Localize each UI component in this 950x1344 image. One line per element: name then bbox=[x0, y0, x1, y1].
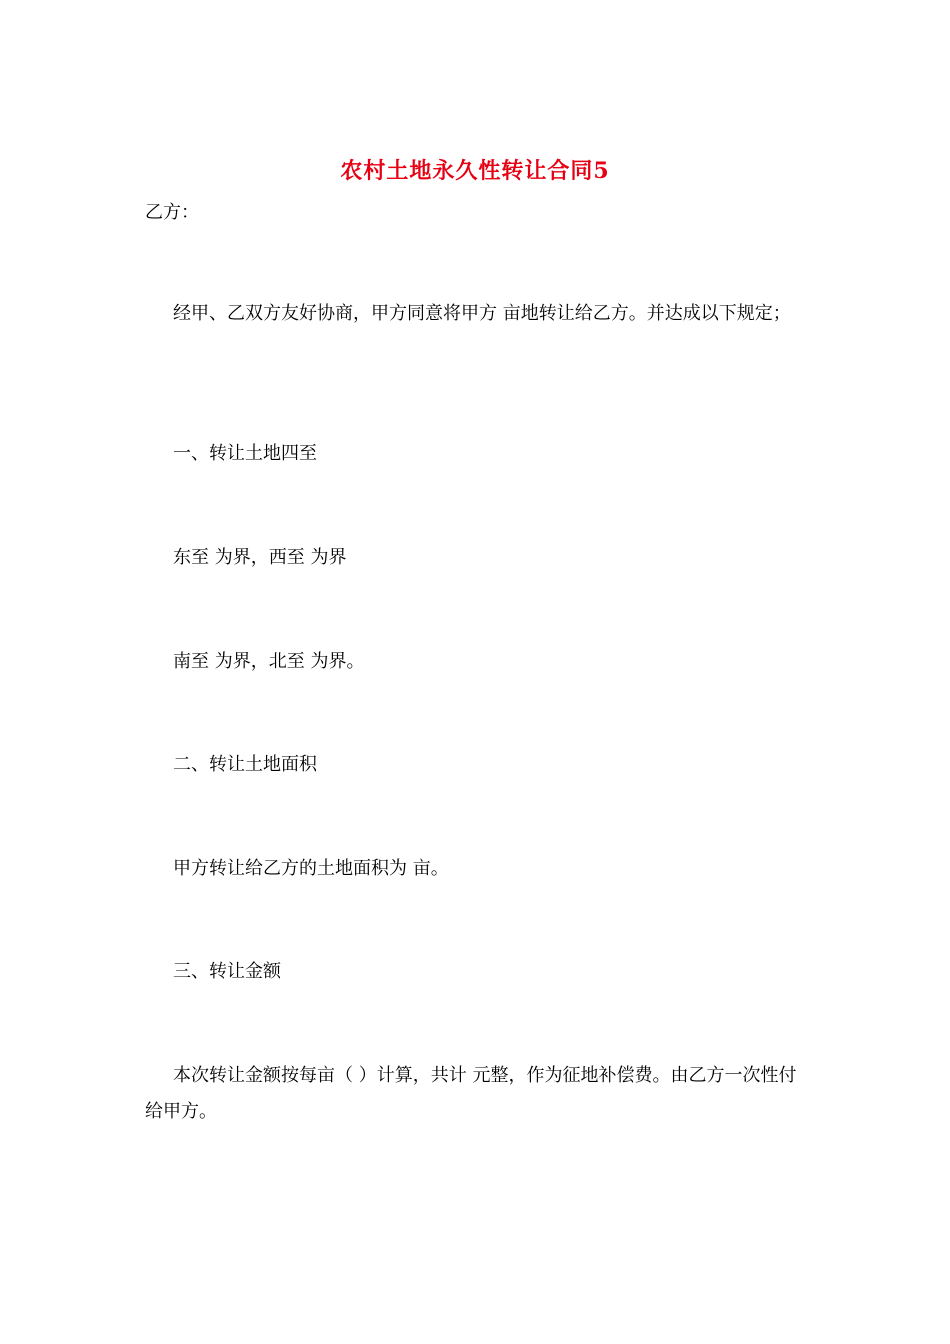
section-3-heading: 三、转让金额 bbox=[173, 961, 281, 982]
document-title: 农村土地永久性转让合同5 bbox=[340, 158, 610, 184]
section-2-heading: 二、转让土地面积 bbox=[173, 754, 317, 775]
boundary-east-west: 东至 为界，西至 为界 bbox=[173, 547, 347, 568]
party-b-label: 乙方： bbox=[145, 202, 199, 223]
section-1-heading: 一、转让土地四至 bbox=[173, 443, 317, 464]
intro-paragraph: 经甲、乙双方友好协商，甲方同意将甲方 亩地转让给乙方。并达成以下规定； bbox=[173, 303, 791, 324]
amount-paragraph: 本次转让金额按每亩（ ）计算，共计 元整，作为征地补偿费。由乙方一次性付给甲方。 bbox=[145, 1065, 797, 1122]
boundary-south-north: 南至 为界，北至 为界。 bbox=[173, 651, 365, 672]
area-paragraph: 甲方转让给乙方的土地面积为 亩。 bbox=[173, 858, 449, 879]
